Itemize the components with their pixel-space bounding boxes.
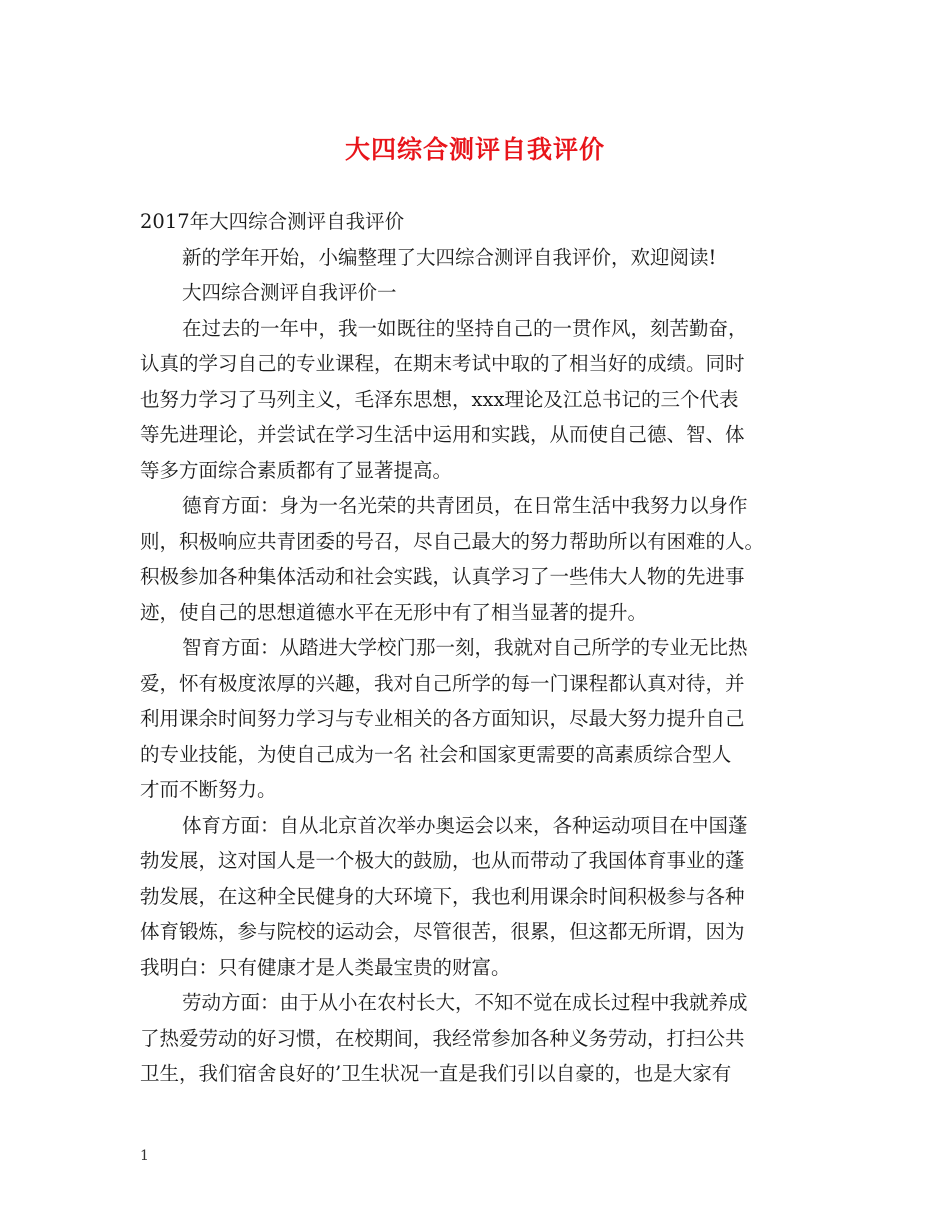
text-line: 卫生，我们宿舍良好的’卫生状况一直是我们引以自豪的，也是大家有 xyxy=(140,1062,732,1085)
text-line: 德育方面：身为一名光荣的共青团员，在日常生活中我努力以身作 xyxy=(182,494,748,517)
text-line: 积极参加各种集体活动和社会实践，认真学习了一些伟大人物的先进事 xyxy=(140,565,745,588)
text-line: 体育方面：自从北京首次举办奥运会以来，各种运动项目在中国蓬 xyxy=(182,813,748,837)
text-line: 勃发展，在这种全民健身的大环境下，我也利用课余时间积极参与各种 xyxy=(140,884,745,908)
text-line: 也努力学习了马列主义，毛泽东思想，xxx理论及江总书记的三个代表 xyxy=(140,387,739,411)
text-line: 我明白：只有健康才是人类最宝贵的财富。 xyxy=(140,955,511,979)
text-line: 新的学年开始，小编整理了大四综合测评自我评价，欢迎阅读! xyxy=(182,245,717,269)
page-number: 1 xyxy=(140,1148,149,1164)
text-line: 勃发展，这对国人是一个极大的鼓励，也从而带动了我国体育事业的蓬 xyxy=(140,849,745,872)
text-line: 认真的学习自己的专业课程，在期末考试中取的了相当好的成绩。同时 xyxy=(140,352,745,375)
text-line: 迹，使自己的思想道德水平在无形中有了相当显著的提升。 xyxy=(140,600,648,624)
text-line: 爱，怀有极度浓厚的兴趣，我对自己所学的每一门课程都认真对待，并 xyxy=(140,671,745,695)
text-line: 才而不断努力。 xyxy=(140,778,277,801)
text-line: 体育锻炼，参与院校的运动会，尽管很苦，很累，但这都无所谓，因为 xyxy=(140,920,745,943)
text-line: 则，积极响应共青团委的号召，尽自己最大的努力帮助所以有困难的人。 xyxy=(140,529,765,553)
text-line: 利用课余时间努力学习与专业相关的各方面知识，尽最大努力提升自己 xyxy=(140,707,745,730)
text-line: 劳动方面：由于从小在农村长大，不知不觉在成长过程中我就养成 xyxy=(182,991,748,1014)
text-line: 等先进理论，并尝试在学习生活中运用和实践，从而使自己德、智、体 xyxy=(140,423,745,446)
document-body xyxy=(140,204,830,1092)
text-line: 2017年大四综合测评自我评价 xyxy=(140,210,405,233)
text-line: 等多方面综合素质都有了显著提高。 xyxy=(140,458,453,482)
text-line: 了热爱劳动的好习惯，在校期间，我经常参加各种义务劳动，打扫公共 xyxy=(140,1026,745,1050)
text-line: 智育方面：从踏进大学校门那一刻，我就对自己所学的专业无比热 xyxy=(182,636,748,659)
document-title: 大四综合测评自我评价 xyxy=(344,135,605,164)
text-line: 的专业技能，为使自己成为一名 社会和国家更需要的高素质综合型人 xyxy=(140,742,732,766)
text-line: 在过去的一年中，我一如既往的坚持自己的一贯作风，刻苦勤奋， xyxy=(182,316,748,340)
text-line: 大四综合测评自我评价一 xyxy=(182,281,397,304)
